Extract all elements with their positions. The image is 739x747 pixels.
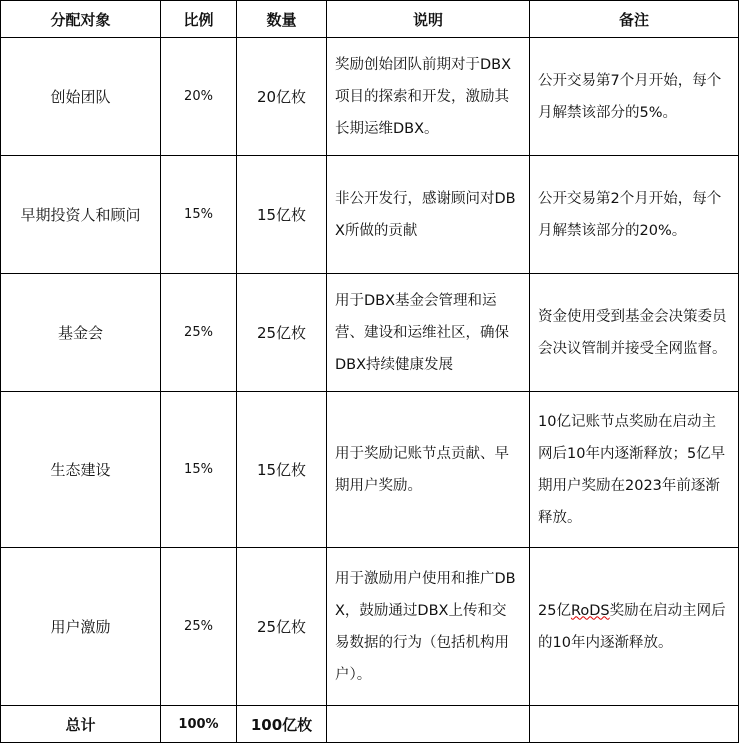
table-header-row — [1, 1, 739, 38]
row-note: 公开交易第7个月开始，每个月解禁该部分的5%。 — [530, 38, 739, 156]
row-amount: 15亿枚 — [237, 392, 327, 548]
row-ratio: 25% — [161, 274, 237, 392]
row-desc: 奖励创始团队前期对于DBX项目的探索和开发，激励其长期运维DBX。 — [327, 38, 530, 156]
table-row — [1, 156, 739, 274]
row-target: 用户激励 — [1, 548, 161, 706]
total-amount: 100亿枚 — [237, 706, 327, 743]
header-note: 备注 — [530, 1, 739, 38]
row-amount: 15亿枚 — [237, 156, 327, 274]
row-ratio: 20% — [161, 38, 237, 156]
row-target: 早期投资人和顾问 — [1, 156, 161, 274]
note-prefix: 25亿 — [538, 602, 571, 619]
table-row — [1, 548, 739, 706]
row-desc: 用于奖励记账节点贡献、早期用户奖励。 — [327, 392, 530, 548]
table-row — [1, 392, 739, 548]
row-ratio: 15% — [161, 392, 237, 548]
header-desc: 说明 — [327, 1, 530, 38]
total-desc-empty — [327, 706, 530, 743]
row-amount: 20亿枚 — [237, 38, 327, 156]
row-target: 创始团队 — [1, 38, 161, 156]
rods-spellcheck-term: RoDS — [570, 602, 610, 619]
header-amount: 数量 — [237, 1, 327, 38]
row-desc: 用于DBX基金会管理和运营、建设和运维社区，确保DBX持续健康发展 — [327, 274, 530, 392]
row-ratio: 25% — [161, 548, 237, 706]
total-note-empty — [530, 706, 739, 743]
row-ratio: 15% — [161, 156, 237, 274]
row-desc: 用于激励用户使用和推广DBX，鼓励通过DBX上传和交易数据的行为（包括机构用户）。 — [327, 548, 530, 706]
row-target: 基金会 — [1, 274, 161, 392]
row-amount: 25亿枚 — [237, 548, 327, 706]
row-note: 资金使用受到基金会决策委员会决议管制并接受全网监督。 — [530, 274, 739, 392]
row-note: 公开交易第2个月开始，每个月解禁该部分的20%。 — [530, 156, 739, 274]
total-ratio: 100% — [161, 706, 237, 743]
row-note — [530, 548, 739, 706]
row-target: 生态建设 — [1, 392, 161, 548]
header-target: 分配对象 — [1, 1, 161, 38]
table-row — [1, 274, 739, 392]
row-note: 10亿记账节点奖励在启动主网后10年内逐渐释放；5亿早期用户奖励在2023年前逐渐释放。 — [530, 392, 739, 548]
header-ratio: 比例 — [161, 1, 237, 38]
row-amount: 25亿枚 — [237, 274, 327, 392]
table-row — [1, 38, 739, 156]
total-row — [1, 706, 739, 743]
row-desc: 非公开发行，感谢顾问对DBX所做的贡献 — [327, 156, 530, 274]
total-label: 总计 — [1, 706, 161, 743]
note-suffix: 奖励在启动主网后的10年内逐渐释放。 — [538, 602, 726, 651]
